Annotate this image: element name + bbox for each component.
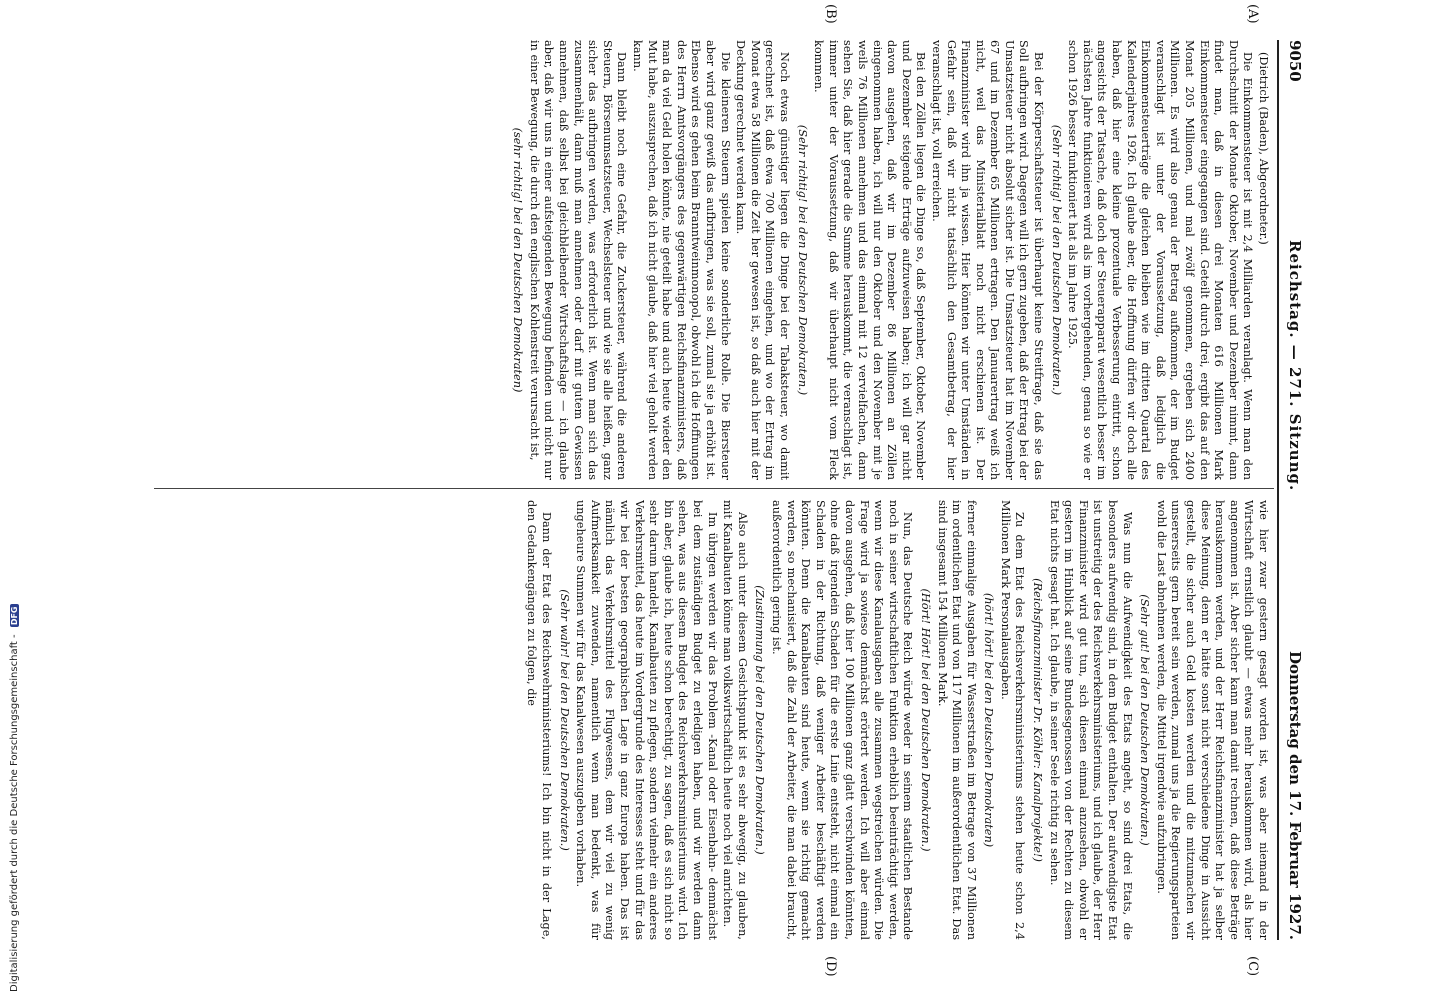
interjection: (Zustimmung bei den Deutschen Demokraten.) [753,585,767,855]
paragraph: Noch etwas günstiger liegen die Dinge bei der Tabaksteuer, wo damit gerechnet ist, daß etwa 700 Millionen eingehen, und wo der Ertrag im Monat etwa 58 Millionen die Zeit her gewesen ist, so daß auch hier mit der Deckung gerechnet werden kann. [734,40,791,480]
paragraph: Die kleineren Steuern spielen keine sonderliche Rolle. Die Biersteuer aber wird ganz gewiß das aufbringen, was sie soll, zumal sie ja erhöht ist. Ebenso wird es gehen beim Branntweinmonopol, obwohl ich die Hoffnungen des Herrn Amtsvorgängers des gegenwärtigen Reichsfinanzministers, daß man da viel Geld holen könnte, nie geteilt habe und auch heute wieder den Mut habe, auszusprechen, daß ich nicht glaube, daß hier viel geholt werden kann. [631,40,732,480]
paragraph: Dann der Etat des Reichswehrministeriums! Ich bin nicht in der Lage, den Gedankengängen zu folgen, die [525,500,554,940]
paragraph: Zu dem Etat des Reichsverkehrsministeriums stehen heute schon 2,4 Millionen Mark Personalausgaben. [998,500,1027,940]
margin-letter-c: (C) [1245,956,1260,977]
interjection: (sehr richtig! bei den Deutschen Demokraten) [511,127,525,393]
interjection: (Sehr richtig! bei den Deutschen Demokraten.) [1049,124,1063,396]
footer-credit: Digitalisierung gefördert durch die Deutsche Forschungsgemeinschaft - [9,634,20,992]
page-number: 9050 [1286,40,1304,82]
paragraph: Was nun die Aufwendigkeit des Etats angeht, so sind drei Etats, die besonders aufwendig sind, in dem Budget enthalten. Der aufwendigste Etat ist unstreitig der des Reichsverkehrsministeriums, und ich glaube, der Herr Finanzminister wird gut tun, sich diesen einmal anzusehen, obwohl er gestern im Hinblick auf seine Bundesgenossen von der Rechten zu diesem Etat nichts gesagt hat. Ich glaube, in seiner Seele richtig zu sehen. [1047,500,1134,940]
interjection: (hört! hört! bei den Deutschen Demokraten) [982,592,996,848]
session-date: Donnerstag den 17. Februar 1927. [1286,650,1304,940]
digitization-footer [6,12,20,992]
paragraph: (Dietrich (Baden), Abgeordneter.) [1257,52,1270,245]
paragraph: Im übrigen werden wir das Problem -Kanal oder Eisenbahn- demnächst bei dem zuständigen Budget zu erledigen haben, und wir werden dann sehen, was aus diesem Budget des Reichsverkehrsministeriums wird. Ich bin aber, glaube ich, heute schon berechtigt, zu sagen, daß es sich nicht so sehr darum handelt, Kanalbauten zu pflegen, sondern vielmehr ein anderes Verkehrsmittel, das heute im Vordergrunde des Interesses steht und für das wir bei der besten geographischen Lage in ganz Europa haben. Das ist nämlich das Verkehrsmittel des Flugwesens, dem wir viel zu wenig Aufmerksamkeit zuwenden, namentlich wenn man bedenkt, was für ungeheure Summen wir für das Kanalwesen auszugeben vorhaben. [574,500,719,940]
paragraph: Bei der Körperschaftsteuer ist überhaupt keine Streitfrage, daß sie das Soll aufbringen wird. Dagegen will ich gern zugeben, daß der Ertrag bei der Umsatzsteuer nicht absolut sicher ist. Die Umsatzsteuer hat im November 67 und im Dezember 65 Millionen ertragen. Den Januarertrag weiß ich nicht, weil das Ministerialblatt noch nicht erschienen ist. Der Finanzminister wird ihn ja wissen. Hier könnten wir unter Umständen in Gefahr sein, daß wir nicht tatsächlich den Gesamtbetrag, der hier veranschlagt ist, voll erreichen. [929,40,1046,480]
margin-letter-d: (D) [823,956,838,977]
header-rule [1277,40,1279,940]
paragraph: Die Einkommensteuer ist mit 2,4 Milliarden veranlagt. Wenn man den Durchschnitt der Monate Oktober, November und Dezember nimmt, dann findet man, daß in diesen drei Monaten 616 Millionen Mark Einkommensteuer eingegangen sind. Geteilt durch drei, ergibt das auf den Monat 205 Millionen, und mal zwölf genommen, ergeben sich 2400 Millionen. Es wird also genau der Betrag aufkommen, der im Budget veranschlagt ist unter der Voraussetzung, daß lediglich die Einkommensteuerträge die gleichen bleiben wie im dritten Quartal des Kalenderjahres 1926. Ich glaube aber, die Hoffnung dürfen wir doch alle haben, daß hier eine kleine prozentuale Verbesserung eintritt, schon angesichts der Tatsache, daß doch der Steuerapparat wesentlich besser im nächsten Jahre funktionieren wird als im vorhergehenden, genau so wie er schon 1926 besser funktioniert hat als im Jahre 1925. [1066,40,1255,480]
paragraph: Nun, das Deutsche Reich würde weder in seinem staatlichen Bestande noch in seiner wirtschaftlichen Funktion erheblich beeinträchtigt werden, wenn wir diese Kanalausgaben alle zusammen wegstreichen würden. Die Frage wird ja sowieso demnächst erörtert werden. Ich will aber einmal davon ausgehen, daß hier 100 Millionen ganz glatt verschwinden könnten, ohne daß irgendein Schaden für die erste Linie entsteht, nicht einmal ein Schaden in der Richtung, daß weniger Arbeiter beschäftigt werden könnten. Denn die Kanalbauten sind heute, wenn sie richtig gemacht werden, so mechanisiert, daß die Zahl der Arbeiter, die man dabei braucht, außerordentlich gering ist. [770,500,915,940]
interjection: (Hört! Hört! bei den Deutschen Demokraten.) [918,588,932,852]
interjection: (Reichsfinanzminister Dr. Köhler: Kanalprojekte!) [1031,578,1045,862]
footer-text [9,605,20,993]
session-title: Reichstag. — 271. Sitzung. [1286,240,1304,492]
margin-letter-a: (A) [1245,4,1260,24]
margin-letter-b: (B) [823,4,838,24]
column-separator [154,488,1274,489]
interjection: (Sehr wahr! bei den Deutschen Demokraten.) [557,589,571,851]
paragraph: Dann bleibt noch eine Gefahr, die Zuckersteuer, während die anderen Steuern, Börsenumsatzsteuer, Wechselsteuer und wie sie alle heißen, ganz sicher das aufbringen werden, was erforderlich ist. Wenn man sich das zusammenhält, dann muß man annehmen oder darf mit gutem Gewissen annehmen, daß selbst bei gleichbleibender Wirtschaftslage — ich glaube aber, daß wir uns in einer aufsteigenden Bewegung befinden und nicht nur in einer Bewegung, die durch den englischen Kohlenstreit verursacht ist, [527,40,629,480]
paragraph: Also auch unter diesem Gesichtspunkt ist es sehr abwegig, zu glauben, mit Kanalbauten könne man volkswirtschaftlich heute noch viel anrichten. [721,500,749,940]
left-column [108,40,1270,480]
right-column [108,500,1270,940]
paragraph: wie hier zwar gestern gesagt worden ist, was aber niemand in der Wirtschaft ernstlich glaubt — etwas mehr herauskommen wird, als hier angenommen ist. Aber sicher kann man damit rechnen, daß diese Beträge herauskommen werden, und der Herr Reichsfinanzminister hat ja selber diese Meinung, denn er hätte sonst nicht verschiedene Dinge in Aussicht gestellt, die sicher auch Geld kosten werden und die mitzumachen wir unsererseits gern bereit sein werden, zumal uns ja die Regierungsparteien wohl die Last abnehmen werden, die Mittel irgendwie aufzubringen. [1154,500,1270,940]
paragraph: Bei den Zöllen liegen die Dinge so, daß September, Oktober, November und Dezember steigende Erträge aufzuweisen haben; ich will gar nicht davon ausgehen, daß wir im Dezember 86 Millionen an Zöllen eingenommen haben, ich will nur den Oktober und den November mit je weils 76 Millionen annehmen und das einmal mit 12 vervielfachen, dann sehen Sie, daß hier gerade die Summe herauskommt, die veranschlagt ist, immer unter der Voraussetzung, daß wir überhaupt nicht vom Fleck kommen. [812,40,928,480]
paragraph: ferner einmalige Ausgaben für Wasserstraßen im Betrage von 37 Millionen im ordentlichen Etat und von 117 Millionen im außerordentlichen Etat. Das sind insgesamt 154 Millionen Mark. [935,500,978,940]
interjection: (Sehr gut! bei den Deutschen Demokraten.) [1138,594,1152,846]
dfg-logo: DFG [9,606,19,626]
interjection: (Sehr richtig! bei den Deutschen Demokraten.) [795,124,809,396]
